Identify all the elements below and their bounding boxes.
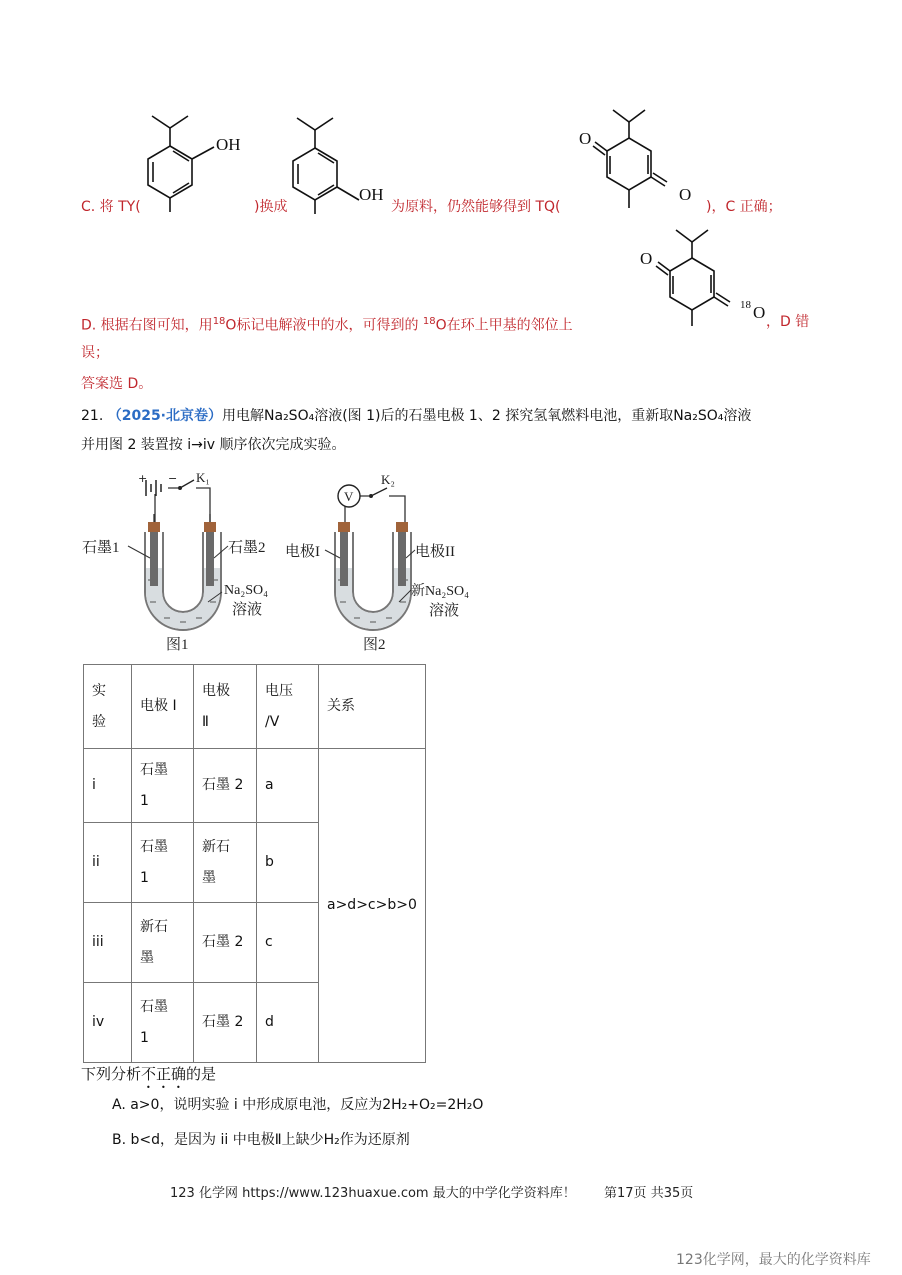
label-graphite-2: 石墨2 <box>228 540 266 556</box>
option-c-suffix: )，C 正确； <box>706 199 782 215</box>
option-d-suffix: ，D 错 <box>766 314 810 330</box>
thymol-structure <box>138 104 258 214</box>
figure-1 <box>80 462 280 657</box>
cell-electrode-2: 石墨 2 <box>194 903 257 983</box>
header-experiment: 实 验 <box>84 665 132 749</box>
cell-voltage: b <box>257 823 319 903</box>
option-d-line2: 误； <box>81 345 109 361</box>
option-c-prefix: C. 将 TY( <box>81 199 141 215</box>
cell-exp: ii <box>84 823 132 903</box>
label-graphite-1: 石墨1 <box>82 540 120 556</box>
o-label-left: O <box>579 129 592 148</box>
footer-site: 123 化学网 https://www.123huaxue.com 最大的中学化学资料库！ <box>170 1186 576 1201</box>
cell-electrode-1: 石墨 1 <box>132 983 194 1063</box>
cell-voltage: a <box>257 749 319 823</box>
label-electrode-1: 电极I <box>285 544 320 560</box>
label-electrode-2: 电极II <box>415 544 455 560</box>
label-solution-1: Na₂SO₄ <box>224 583 268 598</box>
cell-voltage: d <box>257 983 319 1063</box>
page-footer <box>170 1182 693 1201</box>
option-d-text: D. 根据右图可知，用$^{18}$O标记电解液中的水，可得到的 $^{18}$O在环上甲基的邻位上 <box>81 316 573 334</box>
switch-k2: K₂ <box>381 472 395 487</box>
cell-voltage: c <box>257 903 319 983</box>
figure-2 <box>285 462 495 657</box>
question-line-1: 21. （2025·北京卷）用电解Na₂SO₄溶液(图 1)后的石墨电极 1、2 探究氢氧燃料电池，重新取Na₂SO₄溶液 <box>81 408 752 424</box>
table-header-row <box>84 665 426 749</box>
labeled-quinone-structure <box>636 226 776 338</box>
choice-a: A. a>0，说明实验 i 中形成原电池，反应为2H₂+O₂=2H₂O <box>112 1097 484 1113</box>
label-solution-2: 溶液 <box>232 602 263 618</box>
switch-k1: K₁ <box>196 470 210 485</box>
voltmeter-icon: V <box>344 489 354 504</box>
cell-electrode-1: 石墨 1 <box>132 749 194 823</box>
answer: 答案选 D。 <box>81 376 153 392</box>
header-electrode-1: 电极 I <box>132 665 194 749</box>
question-source: （2025·北京卷） <box>107 408 223 424</box>
header-relation: 关系 <box>319 665 426 749</box>
isomer-structure <box>285 108 395 218</box>
figure-2-caption: 图2 <box>363 637 386 653</box>
o-label-right: O <box>679 185 692 204</box>
battery-minus: − <box>168 472 178 485</box>
footer-page-number: 第17页 共35页 <box>604 1186 694 1201</box>
o18-superscript: 18 <box>740 299 751 311</box>
cell-electrode-1: 新石 墨 <box>132 903 194 983</box>
watermark: 123化学网，最大的化学资料库 <box>676 1252 871 1268</box>
option-c-mid2: 为原料，仍然能够得到 TQ( <box>391 199 561 215</box>
o18-label: O <box>753 303 766 322</box>
oh-label-2: OH <box>359 185 384 204</box>
oh-label: OH <box>216 135 241 154</box>
cell-electrode-1: 石墨 1 <box>132 823 194 903</box>
emphasis-not-correct: 不正确 <box>141 1065 187 1083</box>
figure-1-caption: 图1 <box>166 637 189 653</box>
table-row <box>84 749 426 823</box>
thymoquinone-structure <box>575 104 705 216</box>
question-prompt: 下列分析不正确的是 <box>81 1065 217 1083</box>
cell-exp: i <box>84 749 132 823</box>
question-line-2: 并用图 2 装置按 i→iv 顺序依次完成实验。 <box>81 437 346 453</box>
o-label-quinone: O <box>640 249 653 268</box>
header-electrode-2: 电极 Ⅱ <box>194 665 257 749</box>
battery-plus: + <box>138 472 148 485</box>
experiment-table <box>83 664 426 1063</box>
cell-exp: iv <box>84 983 132 1063</box>
option-c-mid: )换成 <box>254 199 288 215</box>
cell-exp: iii <box>84 903 132 983</box>
cell-relation: a>d>c>b>0 <box>319 749 426 1063</box>
choice-b: B. b<d，是因为 ii 中电极Ⅱ上缺少H₂作为还原剂 <box>112 1132 410 1148</box>
cell-electrode-2: 石墨 2 <box>194 983 257 1063</box>
cell-electrode-2: 新石 墨 <box>194 823 257 903</box>
cell-electrode-2: 石墨 2 <box>194 749 257 823</box>
header-voltage: 电压 /V <box>257 665 319 749</box>
label-new-solution-1: 新Na₂SO₄ <box>411 584 469 599</box>
label-new-solution-2: 溶液 <box>429 603 460 619</box>
